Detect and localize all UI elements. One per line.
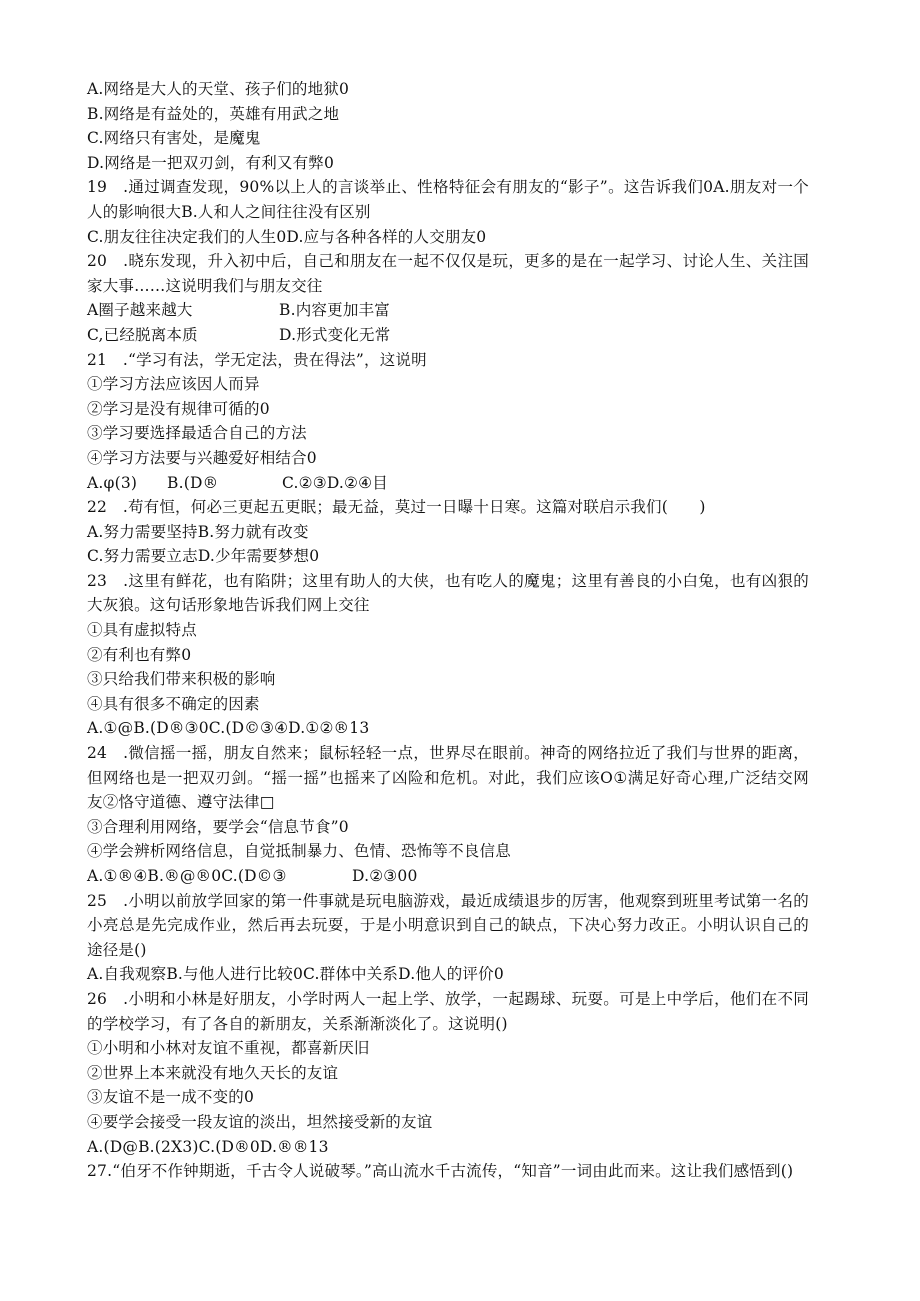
q24-options bbox=[87, 864, 809, 889]
document-page bbox=[87, 77, 809, 1184]
q23-options: A.①@B.(D®③0C.(D©③④D.①②®13 bbox=[87, 719, 370, 738]
q27-stem: 27.“伯牙不作钟期逝，千古令人说破琴。”高山流水千古流传，“知音”一词由此而来。这让我们感悟到() bbox=[87, 1162, 794, 1181]
q20-options-row1 bbox=[87, 298, 809, 323]
q26-item-4: ④要学会接受一段友谊的淡出，坦然接受新的友谊 bbox=[87, 1112, 433, 1131]
q21-stem: 21 .“学习有法，学无定法，贵在得法”，这说明 bbox=[87, 350, 427, 369]
q20-option-b: B.内容更加丰富 bbox=[279, 301, 390, 320]
q26-item-3: ③友谊不是一成不变的0 bbox=[87, 1088, 255, 1107]
q24-option-d: D.②③00 bbox=[352, 867, 418, 885]
q21-item-1: ①学习方法应该因人而异 bbox=[87, 375, 260, 394]
q19-options-cd: C.朋友往往决定我们的人生0D.应与各种各样的人交朋友0 bbox=[87, 227, 487, 246]
q26-stem: 26 .小明和小林是好朋友，小学时两人一起上学、放学，一起踢球、玩耍。可是上中学后，他们在不同的学校学习，有了各自的新朋友，关系渐渐淡化了。这说明() bbox=[87, 989, 809, 1033]
q21-item-3: ③学习要选择最适合自己的方法 bbox=[87, 424, 307, 443]
q21-option-b: B.(D® bbox=[167, 473, 219, 492]
q26-item-1: ①小明和小林对友谊不重视，都喜新厌旧 bbox=[87, 1039, 370, 1058]
q20-option-c: C,已经脱离本质 bbox=[87, 325, 198, 344]
q18-option-a: A.网络是大人的天堂、孩子们的地狱0 bbox=[87, 80, 350, 98]
q23-item-4: ④具有很多不确定的因素 bbox=[87, 694, 260, 713]
q25-options: A.自我观察B.与他人进行比较0C.群体中关系D.他人的评价0 bbox=[87, 965, 504, 984]
q20-options-row2 bbox=[87, 323, 809, 348]
q21-option-cd: C.②③D.②④目 bbox=[282, 473, 388, 492]
q24-item-4: ④学会辨析网络信息，自觉抵制暴力、色情、恐怖等不良信息 bbox=[87, 842, 511, 861]
q21-item-4: ④学习方法要与兴趣爱好相结合0 bbox=[87, 448, 317, 467]
q20-option-a: A圈子越来越大 bbox=[87, 301, 193, 320]
q22-stem: 22 .苟有恒，何必三更起五更眠；最无益，莫过一日曝十日寒。这篇对联启示我们( ) bbox=[87, 498, 706, 517]
q23-item-2: ②有利也有弊0 bbox=[87, 645, 192, 664]
q20-option-d: D.形式变化无常 bbox=[279, 325, 391, 344]
q22-options-cd: C.努力需要立志D.少年需要梦想0 bbox=[87, 547, 320, 566]
q24-item-3: ③合理利用网络，要学会“信息节食”0 bbox=[87, 817, 349, 836]
q24-options-abc: A.①®④B.®@®0C.(D©③ bbox=[87, 867, 287, 885]
q18-option-c: C.网络只有害处，是魔鬼 bbox=[87, 129, 261, 148]
q21-option-a: A.φ(3) bbox=[87, 473, 138, 492]
q18-option-d: D.网络是一把双刃剑，有利又有弊0 bbox=[87, 153, 335, 172]
q26-options: A.(D@B.(2X3)C.(D®0D.®®13 bbox=[87, 1137, 329, 1156]
q23-stem: 23 .这里有鲜花，也有陷阱；这里有助人的大侠，也有吃人的魔鬼；这里有善良的小白兔，也有凶狠的大灰狼。这句话形象地告诉我们网上交往 bbox=[87, 571, 809, 615]
q23-item-3: ③只给我们带来积极的影响 bbox=[87, 670, 276, 689]
q21-item-2: ②学习是没有规律可循的0 bbox=[87, 399, 270, 418]
q19-stem: 19 .通过调查发现，90%以上人的言谈举止、性格特征会有朋友的“影子”。这告诉我们0A.朋友对一个人的影响很大B.人和人之间往往没有区别 bbox=[87, 178, 809, 221]
q21-options bbox=[87, 471, 809, 496]
q23-item-1: ①具有虚拟特点 bbox=[87, 621, 197, 640]
q26-item-2: ②世界上本来就没有地久天长的友谊 bbox=[87, 1063, 339, 1082]
q24-stem: 24 .微信摇一摇，朋友自然来；鼠标轻轻一点，世界尽在眼前。神奇的网络拉近了我们与世界的距离，但网络也是一把双刃剑。“摇一摇”也摇来了凶险和危机。对此，我们应该O①满足好奇心理,广泛结交网友②恪守道德、遵守法律□ bbox=[87, 744, 809, 812]
q25-stem: 25 .小明以前放学回家的第一件事就是玩电脑游戏，最近成绩退步的厉害，他观察到班里考试第一名的小亮总是先完成作业，然后再去玩耍，于是小明意识到自己的缺点，下决心努力改正。小明认识自己的途径是() bbox=[87, 891, 809, 959]
q18-option-b: B.网络是有益处的，英雄有用武之地 bbox=[87, 104, 340, 123]
q22-options-ab: A.努力需要坚持B.努力就有改变 bbox=[87, 522, 309, 541]
q20-stem: 20 .晓东发现，升入初中后，自己和朋友在一起不仅仅是玩，更多的是在一起学习、讨论人生、关注国家大事……这说明我们与朋友交往 bbox=[87, 252, 809, 295]
